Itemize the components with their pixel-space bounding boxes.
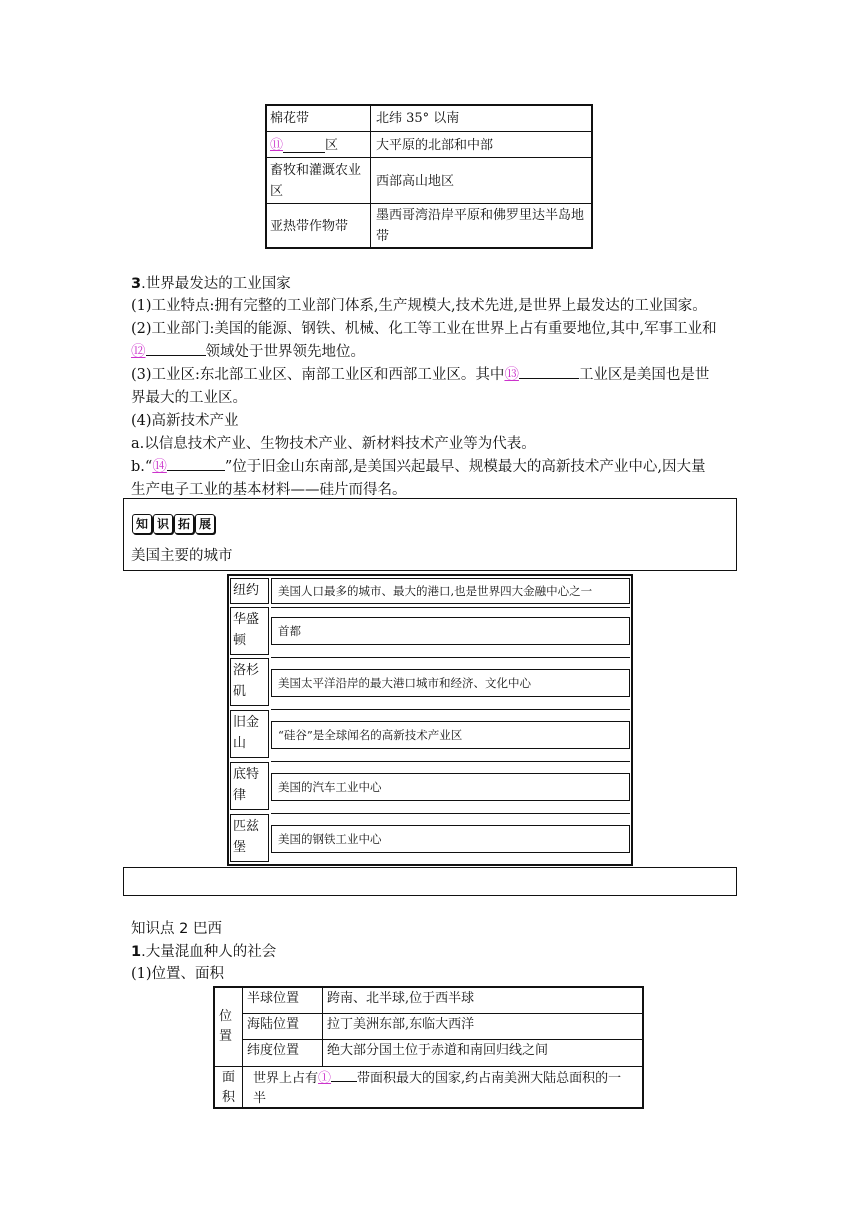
row-value: 跨南、北半球,位于西半球: [323, 988, 642, 1014]
knowledge-badge: 知 识 拓 展: [132, 513, 216, 534]
area-label: 面积: [215, 1067, 243, 1107]
fill-blank[interactable]: [146, 341, 206, 356]
section-heading: 知识点 2 巴西: [131, 921, 222, 937]
region-cell: 棉花带: [267, 106, 371, 131]
paragraph: (1)位置、面积: [131, 966, 225, 982]
position-label: 位置: [215, 988, 243, 1066]
fill-blank[interactable]: [519, 364, 579, 379]
location-cell: 大平原的北部和中部: [376, 137, 494, 153]
sub-heading: 1.大量混血种人的社会: [131, 944, 277, 960]
row-label: 半球位置: [243, 988, 323, 1014]
row-label: 纬度位置: [243, 1040, 323, 1066]
divider: [271, 813, 630, 814]
divider: [271, 709, 630, 710]
paragraph: ⑫ 领域处于世界领先地位。: [131, 341, 365, 363]
blank-marker: ⑬: [504, 367, 519, 383]
city-name: 底特律: [230, 762, 269, 810]
city-desc: 美国的钢铁工业中心: [271, 825, 630, 853]
row-label: 海陆位置: [243, 1014, 323, 1040]
city-desc: 美国的汽车工业中心: [271, 773, 630, 801]
fill-blank[interactable]: [283, 138, 325, 153]
divider: [271, 607, 630, 608]
knowledge-box: [123, 498, 737, 571]
fill-blank[interactable]: [331, 1068, 357, 1082]
city-desc: 美国太平洋沿岸的最大港口城市和经济、文化中心: [271, 669, 630, 697]
paragraph: 生产电子工业的基本材料——硅片而得名。: [131, 482, 407, 498]
paragraph: (4)高新技术产业: [131, 413, 239, 429]
paragraph: (3)工业区:东北部工业区、南部工业区和西部工业区。其中⑬ 工业区是美国也是世: [131, 364, 709, 386]
paragraph: b.“⑭ ”位于旧金山东南部,是美国兴起最早、规模最大的高新技术产业中心,因大量: [131, 456, 705, 478]
city-name: 匹兹堡: [230, 814, 269, 862]
row-value: 绝大部分国土位于赤道和南回归线之间: [327, 1043, 549, 1058]
location-cell: 西部高山地区: [376, 173, 455, 189]
city-desc: “硅谷”是全球闻名的高新技术产业区: [271, 721, 630, 749]
knowledge-title: 美国主要的城市: [131, 548, 233, 564]
region-cell: 亚热带作物带: [267, 204, 371, 248]
blank-marker: ①: [318, 1071, 332, 1086]
area-value: 世界上占有① 带面积最大的国家,约占南美洲大陆总面积的一 半: [243, 1067, 642, 1107]
region-cell: 畜牧和灌溉农业区: [267, 158, 371, 204]
agriculture-belt-table: [265, 104, 593, 249]
city-name: 华盛顿: [230, 607, 269, 655]
blank-marker: ⑪: [270, 137, 284, 153]
paragraph: (1)工业特点:拥有完整的工业部门体系,生产规模大,技术先进,是世界上最发达的工业国家。: [131, 298, 707, 314]
table-row: [267, 157, 591, 204]
section-heading: 3.世界最发达的工业国家: [131, 276, 291, 292]
city-name: 旧金山: [230, 710, 269, 758]
brazil-location-table: [213, 986, 644, 1109]
region-suffix: 区: [325, 137, 339, 153]
paragraph: (2)工业部门:美国的能源、钢铁、机械、化工等工业在世界上占有重要地位,其中,军事工业和: [131, 321, 717, 337]
city-name: 洛杉矶: [230, 658, 269, 706]
region-cell: [267, 132, 371, 158]
paragraph: a.以信息技术产业、生物技术产业、新材料技术产业等为代表。: [131, 436, 536, 452]
table-row: [267, 131, 591, 158]
divider: [271, 761, 630, 762]
paragraph: 界最大的工业区。: [131, 390, 247, 406]
knowledge-box-footer: [123, 867, 737, 896]
blank-marker: ⑫: [131, 344, 146, 360]
row-value: 拉丁美洲东部,东临大西洋: [323, 1014, 642, 1040]
city-table: [227, 574, 633, 866]
divider: [271, 657, 630, 658]
table-row: [267, 203, 591, 248]
location-cell: 北纬 35° 以南: [376, 111, 460, 126]
city-desc: 首都: [271, 617, 630, 645]
location-cell: 墨西哥湾沿岸平原和佛罗里达半岛地带: [376, 208, 585, 244]
city-desc: 美国人口最多的城市、最大的港口,也是世界四大金融中心之一: [271, 578, 630, 604]
table-row: [267, 106, 591, 131]
fill-blank[interactable]: [167, 456, 225, 471]
city-name: 纽约: [230, 578, 269, 604]
blank-marker: ⑭: [152, 459, 167, 475]
